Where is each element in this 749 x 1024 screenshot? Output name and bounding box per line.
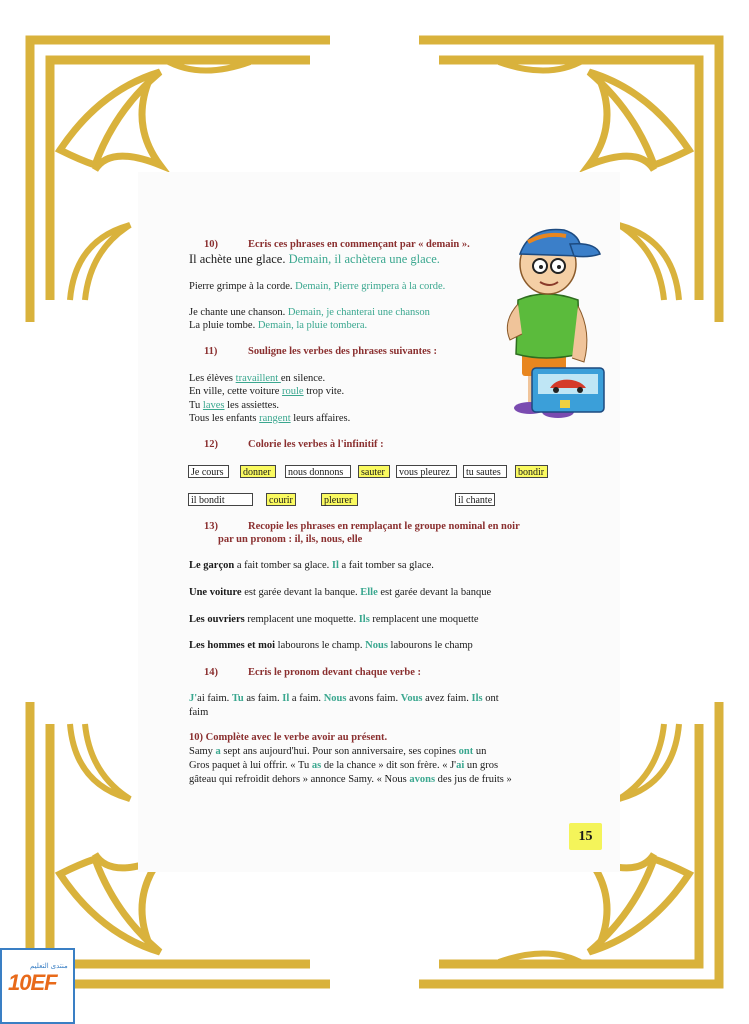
verb-text: avons faim. (346, 693, 401, 704)
sentence: un gros (464, 760, 499, 771)
pronoun-answer: Nous (365, 640, 388, 651)
verb-box: tu sautes (463, 465, 507, 478)
exercise-13-heading (204, 521, 520, 532)
exercise-12-heading (204, 439, 384, 450)
sentence: de la chance » dit son frère. « J' (321, 760, 457, 771)
exercise-avoir-line-3 (189, 774, 512, 785)
exercise-14-title: Ecris le pronom devant chaque verbe : (248, 667, 422, 678)
sentence: a fait tomber sa glace. (338, 560, 434, 571)
sentence: Tous les enfants (189, 413, 260, 424)
verb-box: il chante (455, 493, 495, 506)
exercise-13-number: 13) (204, 521, 218, 532)
answer: Demain, la pluie tombera. (257, 320, 368, 331)
answer: Demain, il achètera une glace. (288, 252, 440, 266)
verb-text: avez faim. (422, 693, 472, 704)
boy-with-schoolbag-illustration (500, 222, 610, 427)
verb-text: as faim. (243, 693, 283, 704)
noun-group: Une voiture (189, 587, 242, 598)
sentence: un (473, 746, 487, 757)
verb-answer: ai (456, 760, 465, 771)
sentence: Pierre grimpe à la corde. (189, 281, 296, 292)
sentence: des jus de fruits » (435, 774, 512, 785)
verb-answer: avons (409, 774, 436, 785)
logo-text: 10EF (8, 970, 57, 995)
verb-text: a faim. (289, 693, 324, 704)
pronoun-answer: J' (189, 693, 198, 704)
pronoun-answer: Ils (471, 693, 483, 704)
sentence: est garée devant la banque. (241, 587, 361, 598)
verb-box-infinitive: sauter (358, 465, 390, 478)
pronoun-answer: Tu (231, 693, 244, 704)
sentence: La pluie tombe. (189, 320, 258, 331)
exercise-10-line-4 (189, 320, 367, 331)
sentence: En ville, cette voiture (189, 386, 283, 397)
exercise-10-line-2 (189, 281, 445, 292)
exercise-12-title: Colorie les verbes à l'infinitif : (248, 439, 384, 450)
pronoun-answer: Vous (400, 693, 423, 704)
sentence: Samy (189, 746, 216, 757)
sentence: gâteau qui refroidit dehors » annonce Samy. « Nous (189, 774, 410, 785)
verb-box-infinitive: bondir (515, 465, 548, 478)
exercise-10-number: 10) (204, 239, 218, 250)
exercise-11-line-3 (189, 400, 279, 411)
exercise-14-line-2: faim (189, 707, 209, 718)
exercise-14-heading (204, 667, 421, 678)
exercise-avoir-line-2 (189, 760, 498, 771)
exercise-avoir-heading: 10) Complète avec le verbe avoir au présent. (189, 732, 388, 743)
exercise-avoir-line-1 (189, 746, 486, 757)
exercise-11-line-1 (189, 373, 325, 384)
sentence: remplacent une moquette. (244, 614, 359, 625)
exercise-10-heading (204, 239, 470, 250)
sentence: Les élèves (189, 373, 236, 384)
exercise-13-line-1 (189, 560, 434, 571)
site-logo (0, 948, 75, 1024)
pronoun-answer: Il (282, 693, 290, 704)
verb-text: ont (482, 693, 499, 704)
sentence: Il achète une glace. (189, 252, 289, 266)
sentence: a fait tomber sa glace. (234, 560, 332, 571)
underlined-verb: roule (282, 386, 304, 397)
noun-group: Les ouvriers (189, 614, 245, 625)
exercise-13-title: Recopie les phrases en remplaçant le groupe nominal en noir (248, 521, 520, 532)
exercise-11-line-2 (189, 386, 344, 397)
exercise-11-heading (204, 346, 437, 357)
sentence: en silence. (280, 373, 326, 384)
verb-answer: ont (458, 746, 474, 757)
exercise-14-line-1 (189, 693, 499, 704)
sentence: labourons le champ. (275, 640, 366, 651)
verb-box-infinitive: donner (240, 465, 276, 478)
verb-box-infinitive: pleurer (321, 493, 358, 506)
page-number: 15 (569, 823, 602, 850)
pronoun-answer: Elle (360, 587, 378, 598)
exercise-10-line-1 (189, 252, 440, 267)
answer: Demain, je chanterai une chanson (287, 307, 430, 318)
sentence: Je chante une chanson. (189, 307, 288, 318)
pronoun-answer: Il (331, 560, 339, 571)
sentence: est garée devant la banque (377, 587, 492, 598)
sentence: leurs affaires. (290, 413, 351, 424)
sentence: trop vite. (303, 386, 345, 397)
underlined-verb: rangent (259, 413, 291, 424)
verb-box: nous donnons (285, 465, 351, 478)
logo-subtitle: منتدى التعليم (30, 963, 68, 970)
noun-group: Le garçon (189, 560, 235, 571)
pronoun-answer: Nous (323, 693, 347, 704)
sentence: labourons le champ (387, 640, 473, 651)
noun-group: Les hommes et moi (189, 640, 276, 651)
answer: Demain, Pierre grimpera à la corde. (295, 281, 446, 292)
exercise-11-number: 11) (204, 346, 218, 357)
verb-box: vous pleurez (396, 465, 457, 478)
sentence: remplacent une moquette (369, 614, 479, 625)
verb-box: il bondit (188, 493, 253, 506)
exercise-13-line-3 (189, 614, 479, 625)
exercise-11-line-4 (189, 413, 350, 424)
exercise-10-line-3 (189, 307, 430, 318)
exercise-14-number: 14) (204, 667, 218, 678)
verb-text: ai faim. (197, 693, 232, 704)
verb-box-infinitive: courir (266, 493, 296, 506)
exercise-13-line-4 (189, 640, 473, 651)
exercise-10-title: Ecris ces phrases en commençant par « demain ». (248, 239, 470, 250)
exercise-11-title: Souligne les verbes des phrases suivantes : (248, 346, 438, 357)
exercise-13-line-2 (189, 587, 491, 598)
exercise-13-title-line-2: par un pronom : il, ils, nous, elle (218, 534, 363, 545)
underlined-verb: travaillent (235, 373, 281, 384)
sentence: Tu (189, 400, 203, 411)
pronoun-answer: Ils (358, 614, 370, 625)
sentence: les assiettes. (224, 400, 280, 411)
verb-box: Je cours (188, 465, 229, 478)
exercise-12-number: 12) (204, 439, 218, 450)
sentence: Gros paquet à lui offrir. « Tu (189, 760, 312, 771)
verb-answer: a (215, 746, 221, 757)
sentence: sept ans aujourd'hui. Pour son anniversaire, ses copines (220, 746, 459, 757)
verb-answer: as (311, 760, 322, 771)
underlined-verb: laves (202, 400, 225, 411)
